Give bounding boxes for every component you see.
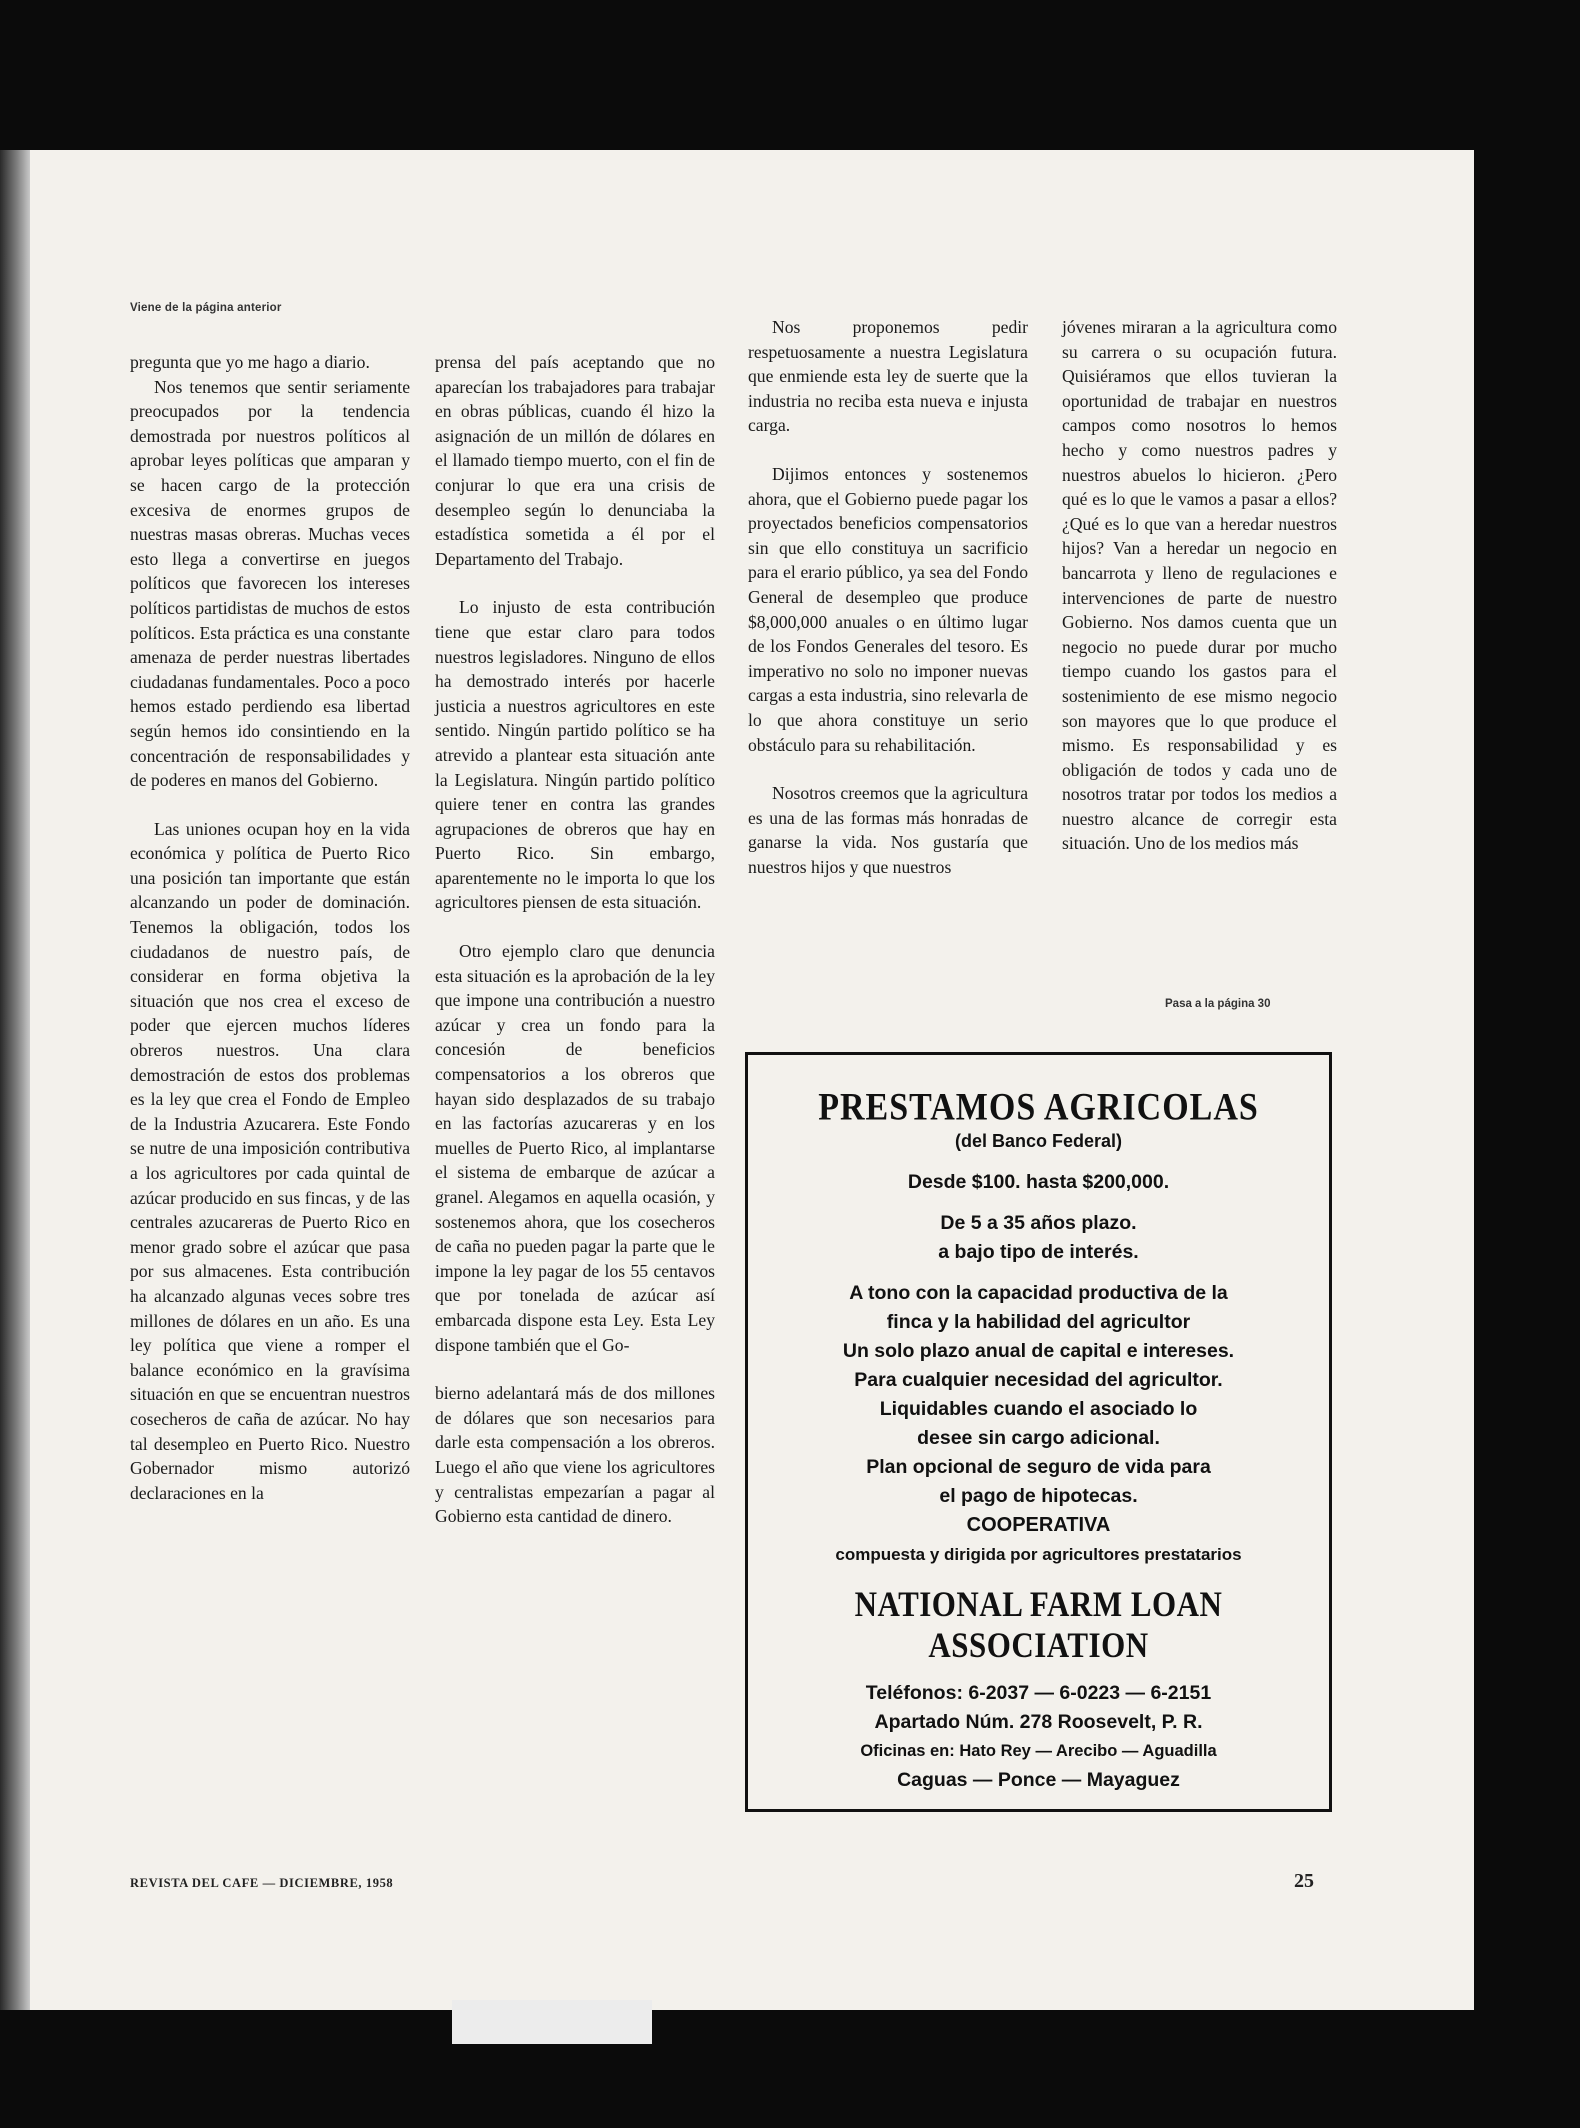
ad-line-7: Un solo plazo anual de capital e intereses. xyxy=(842,1340,1235,1362)
col3-para-1: Nos proponemos pedir respetuosamente a nuestra Legislatura que enmiende esta ley de suerte que la industria no reciba esta nueva e injusta carga. xyxy=(748,317,1028,436)
col3-para-3: Nosotros creemos que la agricultura es una de las formas más honradas de ganarse la vida. Nos gustaría que nuestros hijos y que nuestros xyxy=(748,783,1028,877)
continued-from-note: Viene de la página anterior xyxy=(130,302,282,314)
col2-para-2: Lo injusto de esta contribución tiene que estar claro para todos nuestros legisladores. Ninguno de ellos ha demostrado interés por hacerle justicia a nuestros agricultores en este sentido. Ningún partido político se ha atrevido a plantear esta situación ante la Legislatura. Ningún partido político quiere tener en contra las grandes agrupaciones de obreros que hay en Puerto Rico. Sin embargo, aparentemente no le importa lo que los agricultores piensen de esta situación. xyxy=(435,597,715,913)
ad-line-6: finca y la habilidad del agricultor xyxy=(886,1311,1191,1333)
ad-address: Apartado Núm. 278 Roosevelt, P. R. xyxy=(874,1711,1203,1733)
col2-para-4: bierno adelantará más de dos millones de dólares que son necesarios para darle esta compensación a los obreros. Luego el año que viene los agricultores y centralistas empezarían a pagar al Gobierno esta cantidad de dinero. xyxy=(435,1383,715,1527)
col1-para-1: pregunta que yo me hago a diario. xyxy=(130,352,370,372)
book-spine xyxy=(0,150,30,2010)
col4-para-1: jóvenes miraran a la agricultura como su carrera o su ocupación futura. Quisiéramos que ellos tuvieran la oportunidad de trabajar en nuestros campos como nosotros lo hemos hecho y como nuestros padres y nuestros abuelos lo hicieron. ¿Pero qué es lo que le vamos a pasar a ellos? ¿Qué es lo que van a heredar nuestros hijos? Van a heredar un negocio en bancarrota y lleno de regulaciones e intervenciones de parte de nuestro Gobierno. Nos damos cuenta que un negocio no puede durar por mucho tiempo cuando los gastos para el sostenimiento de ese mismo negocio son mayores que lo que produce el mismo. Es responsabilidad y es obligación de todos y cada uno de nosotros tratar por todos los medios a nuestro alcance de corregir esta situación. Uno de los medios más xyxy=(1062,317,1337,854)
column-1 xyxy=(130,350,410,1505)
ad-subtitle: (del Banco Federal) xyxy=(954,1131,1123,1151)
ad-line-14: compuesta y dirigida por agricultores prestatarios xyxy=(835,1545,1242,1564)
col1-para-2: Nos tenemos que sentir seriamente preocupados por la tendencia demostrada por nuestros políticos al aprobar leyes políticas que amparan y se hacen cargo de la protección excesiva de enormes grupos de nuestras masas obreras. Muchas veces esto llega a convertirse en juegos políticos que favorecen los intereses políticos partidistas de muchos de estos políticos. Esta práctica es una constante amenaza de perder nuestras libertades ciudadanas fundamentales. Poco a poco hemos estado perdiendo esa libertad según hemos ido consintiendo en la concentración de responsabilidades y de poderes en manos del Gobierno. xyxy=(130,376,410,791)
col2-para-3: Otro ejemplo claro que denuncia esta situación es la aprobación de la ley que impone una contribución a nuestro azúcar y crea un fondo para la concesión de beneficios compensatorios a los obreros que hayan sido desplazados de su trabajo en las factorías azucareras y en los muelles de Puerto Rico, al implantarse el sistema de embarque de azúcar a granel. Alegamos en aquella ocasión, y sostenemos ahora, que los cosecheros de caña no pueden pagar la parte que le impone la ley pagar de los 55 centavos que por tonelada de azúcar así embarcada dispone esta Ley. Esta Ley dispone también que el Go- xyxy=(435,941,715,1355)
ad-amount: Desde $100. hasta $200,000. xyxy=(907,1171,1170,1193)
ad-line-11: Plan opcional de seguro de vida para xyxy=(866,1456,1211,1478)
ad-line-5: A tono con la capacidad productiva de la xyxy=(849,1282,1228,1304)
col1-para-3: Las uniones ocupan hoy en la vida económica y política de Puerto Rico una posición tan importante que están alcanzando un poder de dominación. Tenemos la obligación, todos los ciudadanos de nuestro país, de considerar en forma objetiva la situación que nos crea el exceso de poder que ejercen muchos líderes obreros nuestros. Una clara demostración de estos dos problemas es la ley que crea el Fondo de Empleo de la Industria Azucarera. Este Fondo se nutre de una imposición contributiva a los agricultores por cada quintal de azúcar producido en sus fincas, y de las centrales azucareras de Puerto Rico en menor grado sobre el azúcar que pasa por sus almacenes. Esta contribución ha alcanzado algunas veces sobre tres millones de dólares en un año. Es una ley política que viene a romper el balance económico en la gravísima situación en que se encuentran nuestros cosecheros de caña de azúcar. No hay tal desempleo en Puerto Rico. Nuestro Gobernador mismo autorizó declaraciones en la xyxy=(130,818,410,1503)
ad-line-10: desee sin cargo adicional. xyxy=(917,1427,1160,1449)
column-4 xyxy=(1062,315,1337,856)
advertisement-box xyxy=(745,1052,1332,1812)
magazine-page xyxy=(30,150,1474,2010)
ad-phones: Teléfonos: 6-2037 — 6-0223 — 6-2151 xyxy=(865,1682,1212,1704)
ad-cooperativa: COOPERATIVA xyxy=(966,1514,1111,1536)
ad-line-8: Para cualquier necesidad del agricultor. xyxy=(854,1369,1223,1391)
paper-tab xyxy=(452,2000,652,2044)
continued-on-note: Pasa a la página 30 xyxy=(1165,998,1271,1010)
ad-line-12: el pago de hipotecas. xyxy=(939,1485,1138,1507)
ad-offices: Oficinas en: Hato Rey — Arecibo — Aguadilla xyxy=(860,1742,1217,1760)
publication-footer: REVISTA DEL CAFE — DICIEMBRE, 1958 xyxy=(130,1876,394,1890)
ad-offices-2: Caguas — Ponce — Mayaguez xyxy=(897,1769,1180,1791)
column-3 xyxy=(748,315,1028,879)
page-number: 25 xyxy=(1294,1870,1314,1892)
col3-para-2: Dijimos entonces y sostenemos ahora, que el Gobierno puede pagar los proyectados beneficios compensatorios sin que ello constituya un sacrificio para el erario público, ya sea del Fondo General de desempleo que produce $8,000,000 anuales o en último lugar de los Fondos Generales del tesoro. Es imperativo no solo no imponer nuevas cargas a esta industria, sino relevarla de lo que ahora constituye un serio obstáculo para su rehabilitación. xyxy=(748,463,1028,755)
column-2 xyxy=(435,350,715,1529)
ad-line-9: Liquidables cuando el asociado lo xyxy=(879,1398,1198,1420)
ad-association-name: NATIONAL FARM LOAN ASSOCIATION xyxy=(854,1583,1223,1666)
ad-title: PRESTAMOS AGRICOLAS xyxy=(818,1086,1259,1129)
ad-term: De 5 a 35 años plazo. xyxy=(940,1212,1137,1234)
ad-rate: a bajo tipo de interés. xyxy=(938,1241,1139,1263)
col2-para-1: prensa del país aceptando que no aparecían los trabajadores para trabajar en obras públicas, cuando él hizo la asignación de un millón de dólares en el llamado tiempo muerto, con el fin de conjurar lo que era una crisis de desempleo según lo denunciaba la estadística sometida a él por el Departamento del Trabajo. xyxy=(435,352,715,569)
